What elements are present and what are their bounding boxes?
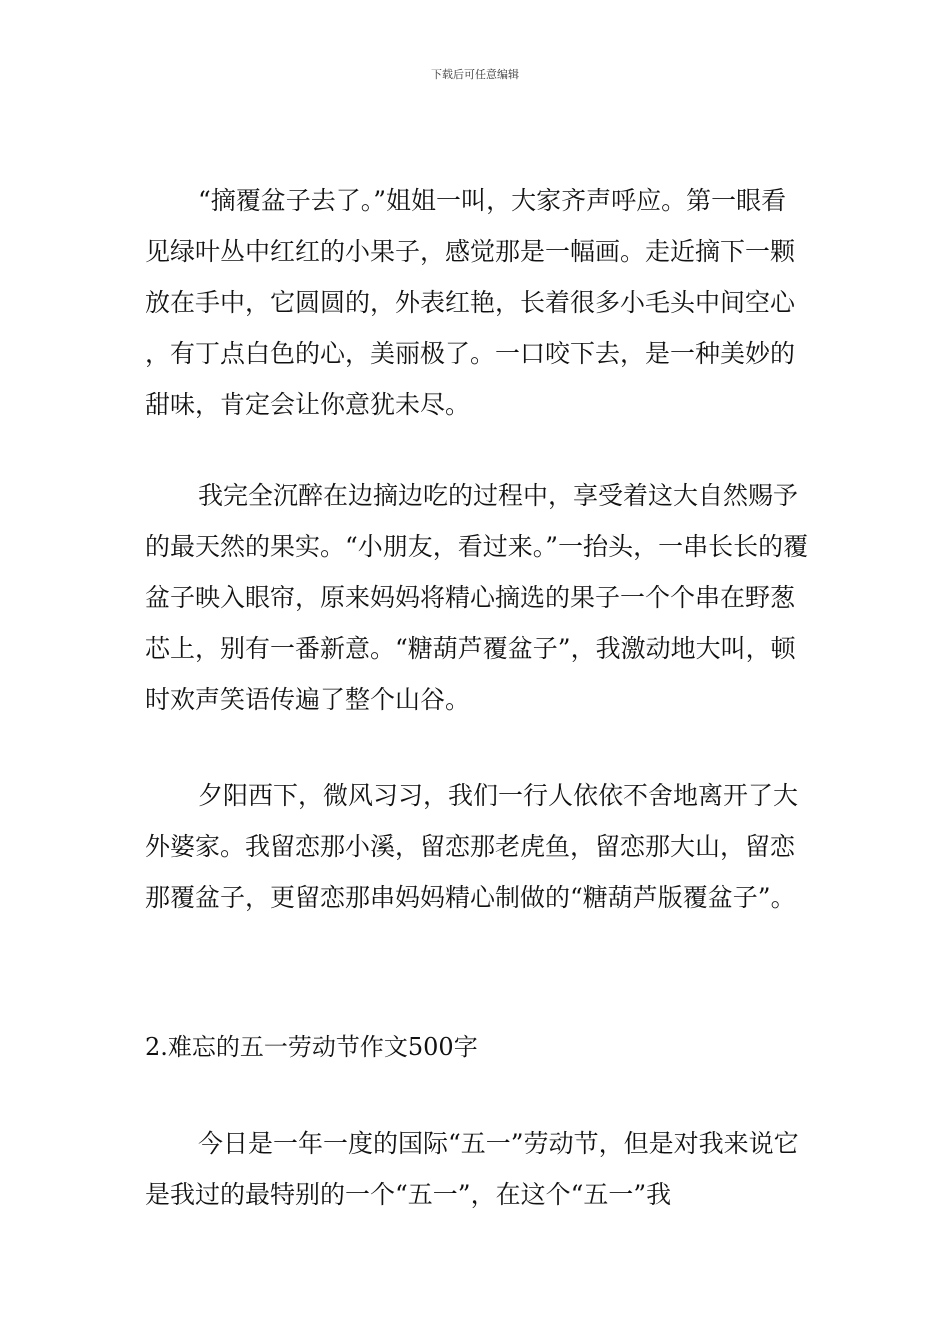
section-heading: 2.难忘的五一劳动节作文500字 xyxy=(145,1033,478,1061)
paragraph-4: 今日是一年一度的国际“五一”劳动节，但是对我来说它是我过的最特别的一个“五一”，在这个“五一”我 xyxy=(145,1129,799,1209)
paragraph-2: 我完全沉醉在边摘边吃的过程中，享受着这大自然赐予的最天然的果实。“小朋友，看过来。”一抬头，一串长长的覆盆子映入眼帘，原来妈妈将精心摘选的果子一个个串在野葱芯上，别有一番新意。“糖葫芦覆盆子”，我激动地大叫，顿时欢声笑语传遍了整个山谷。 xyxy=(145,481,809,714)
paragraph-1: “摘覆盆子去了。”姐姐一叫，大家齐声呼应。第一眼看见绿叶丛中红红的小果子，感觉那是一幅画。走近摘下一颗放在手中，它圆圆的，外表红艳，长着很多小毛头中间空心，有丁点白色的心，美丽极了。一口咬下去，是一种美妙的甜味，肯定会让你意犹未尽。 xyxy=(145,186,796,419)
page-header: 下载后可任意编辑 xyxy=(431,68,519,81)
paragraph-3: 夕阳西下，微风习习，我们一行人依依不舍地离开了大外婆家。我留恋那小溪，留恋那老虎鱼，留恋那大山，留恋那覆盆子，更留恋那串妈妈精心制做的“糖葫芦版覆盆子”。 xyxy=(145,781,799,912)
